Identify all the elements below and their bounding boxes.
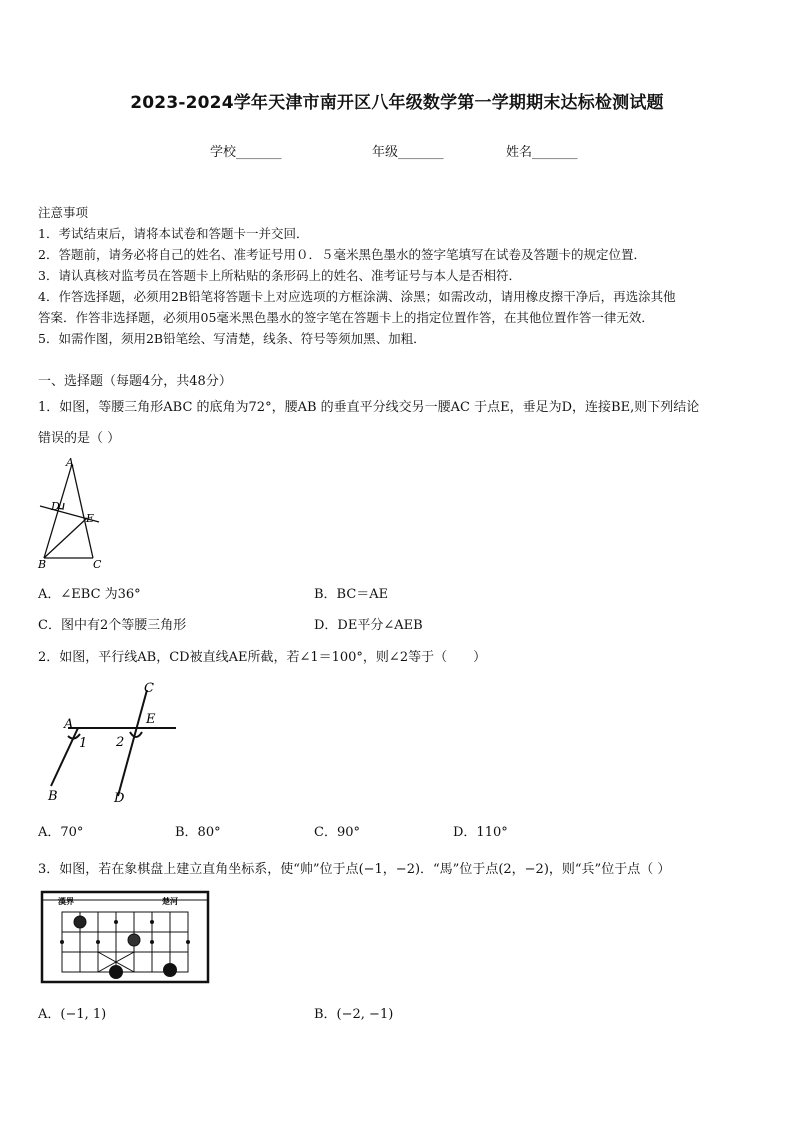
note-item: 答案．作答非选择题，必须用05毫米黑色墨水的签字笔在答题卡上的指定位置作答，在其他位置作答一律无效． xyxy=(38,310,654,325)
q1-option-b: B．BC＝AE xyxy=(314,587,389,602)
q2-option-b: B．80° xyxy=(175,825,221,840)
q1-option-d: D．DE平分∠AEB xyxy=(314,618,423,633)
note-item: 3．请认真核对监考员在答题卡上所粘贴的条形码上的姓名、准考证号与本人是否相符． xyxy=(38,268,521,283)
board-label-right: 楚河 xyxy=(162,897,178,906)
chess-piece-icon xyxy=(109,965,123,979)
q1-label-a: A xyxy=(66,456,74,469)
q3-option-a: A．(−1, 1) xyxy=(38,1007,107,1022)
school-field: 学校_______ xyxy=(210,145,282,160)
q3-chessboard-figure xyxy=(40,890,212,990)
grade-field: 年级_______ xyxy=(372,145,444,160)
q1-label-b: B xyxy=(38,558,47,571)
q1-stem-line1: 1．如图，等腰三角形ABC 的底角为72°，腰AB 的垂直平分线交另一腰AC 于点E，垂足为D，连接BE,则下列结论 xyxy=(38,400,700,415)
q3-stem: 3．如图，若在象棋盘上建立直角坐标系，使“帅”位于点(−1，−2)．“馬”位于点(2，−2)，则“兵”位于点（ ） xyxy=(38,862,671,877)
q1-stem-line2: 错误的是（ ） xyxy=(38,431,121,446)
note-item: 1．考试结束后，请将本试卷和答题卡一并交回． xyxy=(38,226,309,241)
q2-label-a: A xyxy=(64,717,74,732)
note-item: 2．答题前，请务必将自己的姓名、准考证号用０．５毫米黑色墨水的签字笔填写在试卷及答题卡的规定位置． xyxy=(38,247,646,262)
q1-label-d: D xyxy=(51,500,60,513)
q2-option-d: D．110° xyxy=(453,825,508,840)
q1-option-a: A．∠EBC 为36° xyxy=(38,587,141,602)
q2-label-c: C xyxy=(144,681,154,696)
chess-piece-icon xyxy=(163,963,177,977)
q2-label-e: E xyxy=(146,712,156,727)
section-heading: 一、选择题（每题4分，共48分） xyxy=(38,374,232,389)
q1-option-c: C．图中有2个等腰三角形 xyxy=(38,618,187,633)
note-item: 4．作答选择题，必须用2B铅笔将答题卡上对应选项的方框涂满、涂黑；如需改动，请用橡皮擦干净后，再选涂其他 xyxy=(38,289,676,304)
chess-piece-icon xyxy=(74,916,86,928)
q1-label-e: E xyxy=(86,512,95,525)
q2-option-c: C．90° xyxy=(314,825,360,840)
q3-option-b: B．(−2, −1) xyxy=(314,1007,394,1022)
notes-heading: 注意事项 xyxy=(38,205,89,220)
q2-parallel-lines-figure xyxy=(36,676,186,804)
q2-angle-1: 1 xyxy=(79,736,88,751)
note-item: 5．如需作图，须用2B铅笔绘、写清楚，线条、符号等须加黑、加粗． xyxy=(38,331,426,346)
q2-label-d: D xyxy=(114,791,125,804)
name-field: 姓名_______ xyxy=(506,145,578,160)
chess-piece-icon xyxy=(128,934,140,946)
board-label-left: 漢界 xyxy=(58,897,74,906)
q1-triangle-figure xyxy=(30,454,120,572)
q1-label-c: C xyxy=(93,558,102,571)
q2-option-a: A．70° xyxy=(38,825,84,840)
q2-stem: 2．如图，平行线AB，CD被直线AE所截，若∠1＝100°，则∠2等于（ ） xyxy=(38,650,487,665)
q2-label-b: B xyxy=(48,789,58,804)
page-title: 2023-2024学年天津市南开区八年级数学第一学期期末达标检测试题 xyxy=(130,93,664,113)
q2-angle-2: 2 xyxy=(116,735,125,750)
